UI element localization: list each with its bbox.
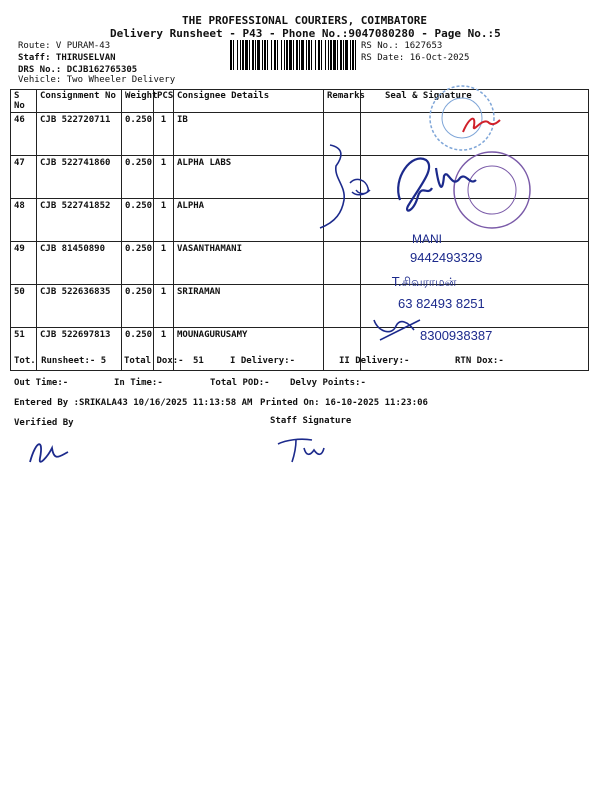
ii-delivery-label: II Delivery:- (339, 356, 410, 366)
cell-seal-signature (361, 113, 589, 156)
barcode-bar (267, 40, 268, 70)
barcode-bar (325, 40, 326, 70)
barcode-bar (237, 40, 238, 70)
column-header: S No (11, 90, 37, 113)
rs-number: RS No.: 1627653 (361, 41, 443, 51)
cell-consignee: VASANTHAMANI (174, 242, 324, 285)
barcode-bar (345, 40, 348, 70)
barcode-bar (281, 40, 282, 70)
barcode-bar (301, 40, 304, 70)
staff-signature-label: Staff Signature (270, 416, 352, 426)
delvy-points-label: Delvy Points:- (290, 378, 366, 388)
cell-weight: 0.250 (122, 156, 154, 199)
table-row (11, 199, 589, 242)
barcode-bar (293, 40, 294, 70)
barcode-bar (308, 40, 310, 70)
barcode-bar (262, 40, 263, 70)
cell-sno: 46 (11, 113, 37, 156)
column-header: Seal & Signature (361, 90, 589, 113)
barcode-bar (352, 40, 354, 70)
runsheet-subtitle: Delivery Runsheet - P43 - Phone No.:9047080280 - Page No.:5 (110, 27, 501, 40)
out-time-label: Out Time:- (14, 378, 69, 388)
barcode-bar (240, 40, 241, 70)
cell-weight: 0.250 (122, 328, 154, 371)
barcode-bar (289, 40, 292, 70)
barcode-bar (230, 40, 232, 70)
column-header: PCS (154, 90, 174, 113)
cell-consignment: CJB 522741860 (37, 156, 122, 199)
vehicle-label: Vehicle: Two Wheeler Delivery (18, 75, 176, 85)
cell-weight: 0.250 (122, 113, 154, 156)
barcode-bar (337, 40, 338, 70)
barcode-bar (233, 40, 234, 70)
total-pod-label: Total POD:- (210, 378, 270, 388)
cell-remarks (324, 113, 361, 156)
drs-number: DRS No.: DCJB162765305 (18, 65, 138, 75)
barcode-bar (242, 40, 244, 70)
barcode-bar (328, 40, 329, 70)
cell-consignment: CJB 81450890 (37, 242, 122, 285)
barcode-bar (350, 40, 351, 70)
barcode-bar (245, 40, 248, 70)
cell-consignment: CJB 522720711 (37, 113, 122, 156)
cell-sno: 50 (11, 285, 37, 328)
cell-consignee: ALPHA (174, 199, 324, 242)
row49-handwritten-phone: 9442493329 (410, 250, 483, 265)
barcode-bar (264, 40, 266, 70)
cell-pcs: 1 (154, 285, 174, 328)
cell-sno: 51 (11, 328, 37, 371)
barcode-bar (249, 40, 250, 70)
cell-pcs: 1 (154, 199, 174, 242)
row49-handwritten-name: MANI (412, 232, 442, 246)
cell-pcs: 1 (154, 113, 174, 156)
barcode-bar (315, 40, 316, 70)
barcode-bar (321, 40, 322, 70)
cell-consignee: ALPHA LABS (174, 156, 324, 199)
barcode-bar (252, 40, 254, 70)
table-row (11, 285, 589, 328)
barcode-bar (277, 40, 278, 70)
column-header: Consignment No (37, 90, 122, 113)
cell-weight: 0.250 (122, 285, 154, 328)
rtn-dox-label: RTN Dox:- (455, 356, 504, 366)
cell-pcs: 1 (154, 156, 174, 199)
barcode-bar (284, 40, 285, 70)
cell-sno: 48 (11, 199, 37, 242)
cell-consignment: CJB 522697813 (37, 328, 122, 371)
barcode-bar (340, 40, 342, 70)
cell-remarks (324, 199, 361, 242)
entered-by: Entered By :SRIKALA43 10/16/2025 11:13:58 AM (14, 398, 253, 408)
cell-consignee: MOUNAGURUSAMY (174, 328, 324, 371)
verified-by-signature (30, 444, 68, 462)
column-header: Weight (122, 90, 154, 113)
runsheet-table (10, 89, 589, 371)
document-title: THE PROFESSIONAL COURIERS, COIMBATORE (182, 14, 428, 27)
in-time-label: In Time:- (114, 378, 163, 388)
barcode-bar (318, 40, 320, 70)
cell-consignment: CJB 522636835 (37, 285, 122, 328)
barcode-bar (274, 40, 276, 70)
table-row (11, 242, 589, 285)
printed-on: Printed On: 16-10-2025 11:23:06 (260, 398, 428, 408)
cell-weight: 0.250 (122, 242, 154, 285)
table-header-row (11, 90, 589, 113)
cell-seal-signature (361, 199, 589, 242)
barcode-bar (299, 40, 300, 70)
cell-weight: 0.250 (122, 199, 154, 242)
cell-remarks (324, 242, 361, 285)
row51-handwritten-phone: 8300938387 (420, 328, 493, 343)
cell-seal-signature (361, 156, 589, 199)
barcode-bar (255, 40, 256, 70)
cell-seal-signature (361, 285, 589, 328)
column-header: Consignee Details (174, 90, 324, 113)
barcode-bar (343, 40, 344, 70)
table-row (11, 156, 589, 199)
barcode (230, 40, 356, 70)
tot-runsheet: Tot. Runsheet:- 5 (14, 356, 107, 366)
barcode-bar (296, 40, 298, 70)
staff-signature-mark (278, 439, 324, 462)
total-dox-label: Total Dox:- (124, 356, 184, 366)
cell-seal-signature (361, 242, 589, 285)
i-delivery-label: I Delivery:- (230, 356, 296, 366)
barcode-bar (306, 40, 307, 70)
route-label: Route: V PURAM-43 (18, 41, 111, 51)
barcode-bar (257, 40, 260, 70)
barcode-bar (311, 40, 312, 70)
barcode-bar (333, 40, 336, 70)
cell-remarks (324, 156, 361, 199)
staff-label: Staff: THIRUSELVAN (18, 53, 116, 63)
cell-pcs: 1 (154, 242, 174, 285)
cell-sno: 49 (11, 242, 37, 285)
row50-handwritten-phone: 63 82493 8251 (398, 296, 485, 311)
barcode-bar (286, 40, 288, 70)
cell-pcs: 1 (154, 328, 174, 371)
total-dox-value: 51 (193, 356, 204, 366)
table-row (11, 113, 589, 156)
cell-consignee: SRIRAMAN (174, 285, 324, 328)
verified-by-label: Verified By (14, 418, 74, 428)
rs-date: RS Date: 16-Oct-2025 (361, 53, 470, 63)
barcode-bar (330, 40, 332, 70)
cell-consignment: CJB 522741852 (37, 199, 122, 242)
cell-consignee: IB (174, 113, 324, 156)
barcode-bar (355, 40, 356, 70)
cell-remarks (324, 285, 361, 328)
row50-handwritten-name: T.சிவராமன் (392, 275, 457, 289)
cell-sno: 47 (11, 156, 37, 199)
column-header: Remarks (324, 90, 361, 113)
barcode-bar (271, 40, 272, 70)
